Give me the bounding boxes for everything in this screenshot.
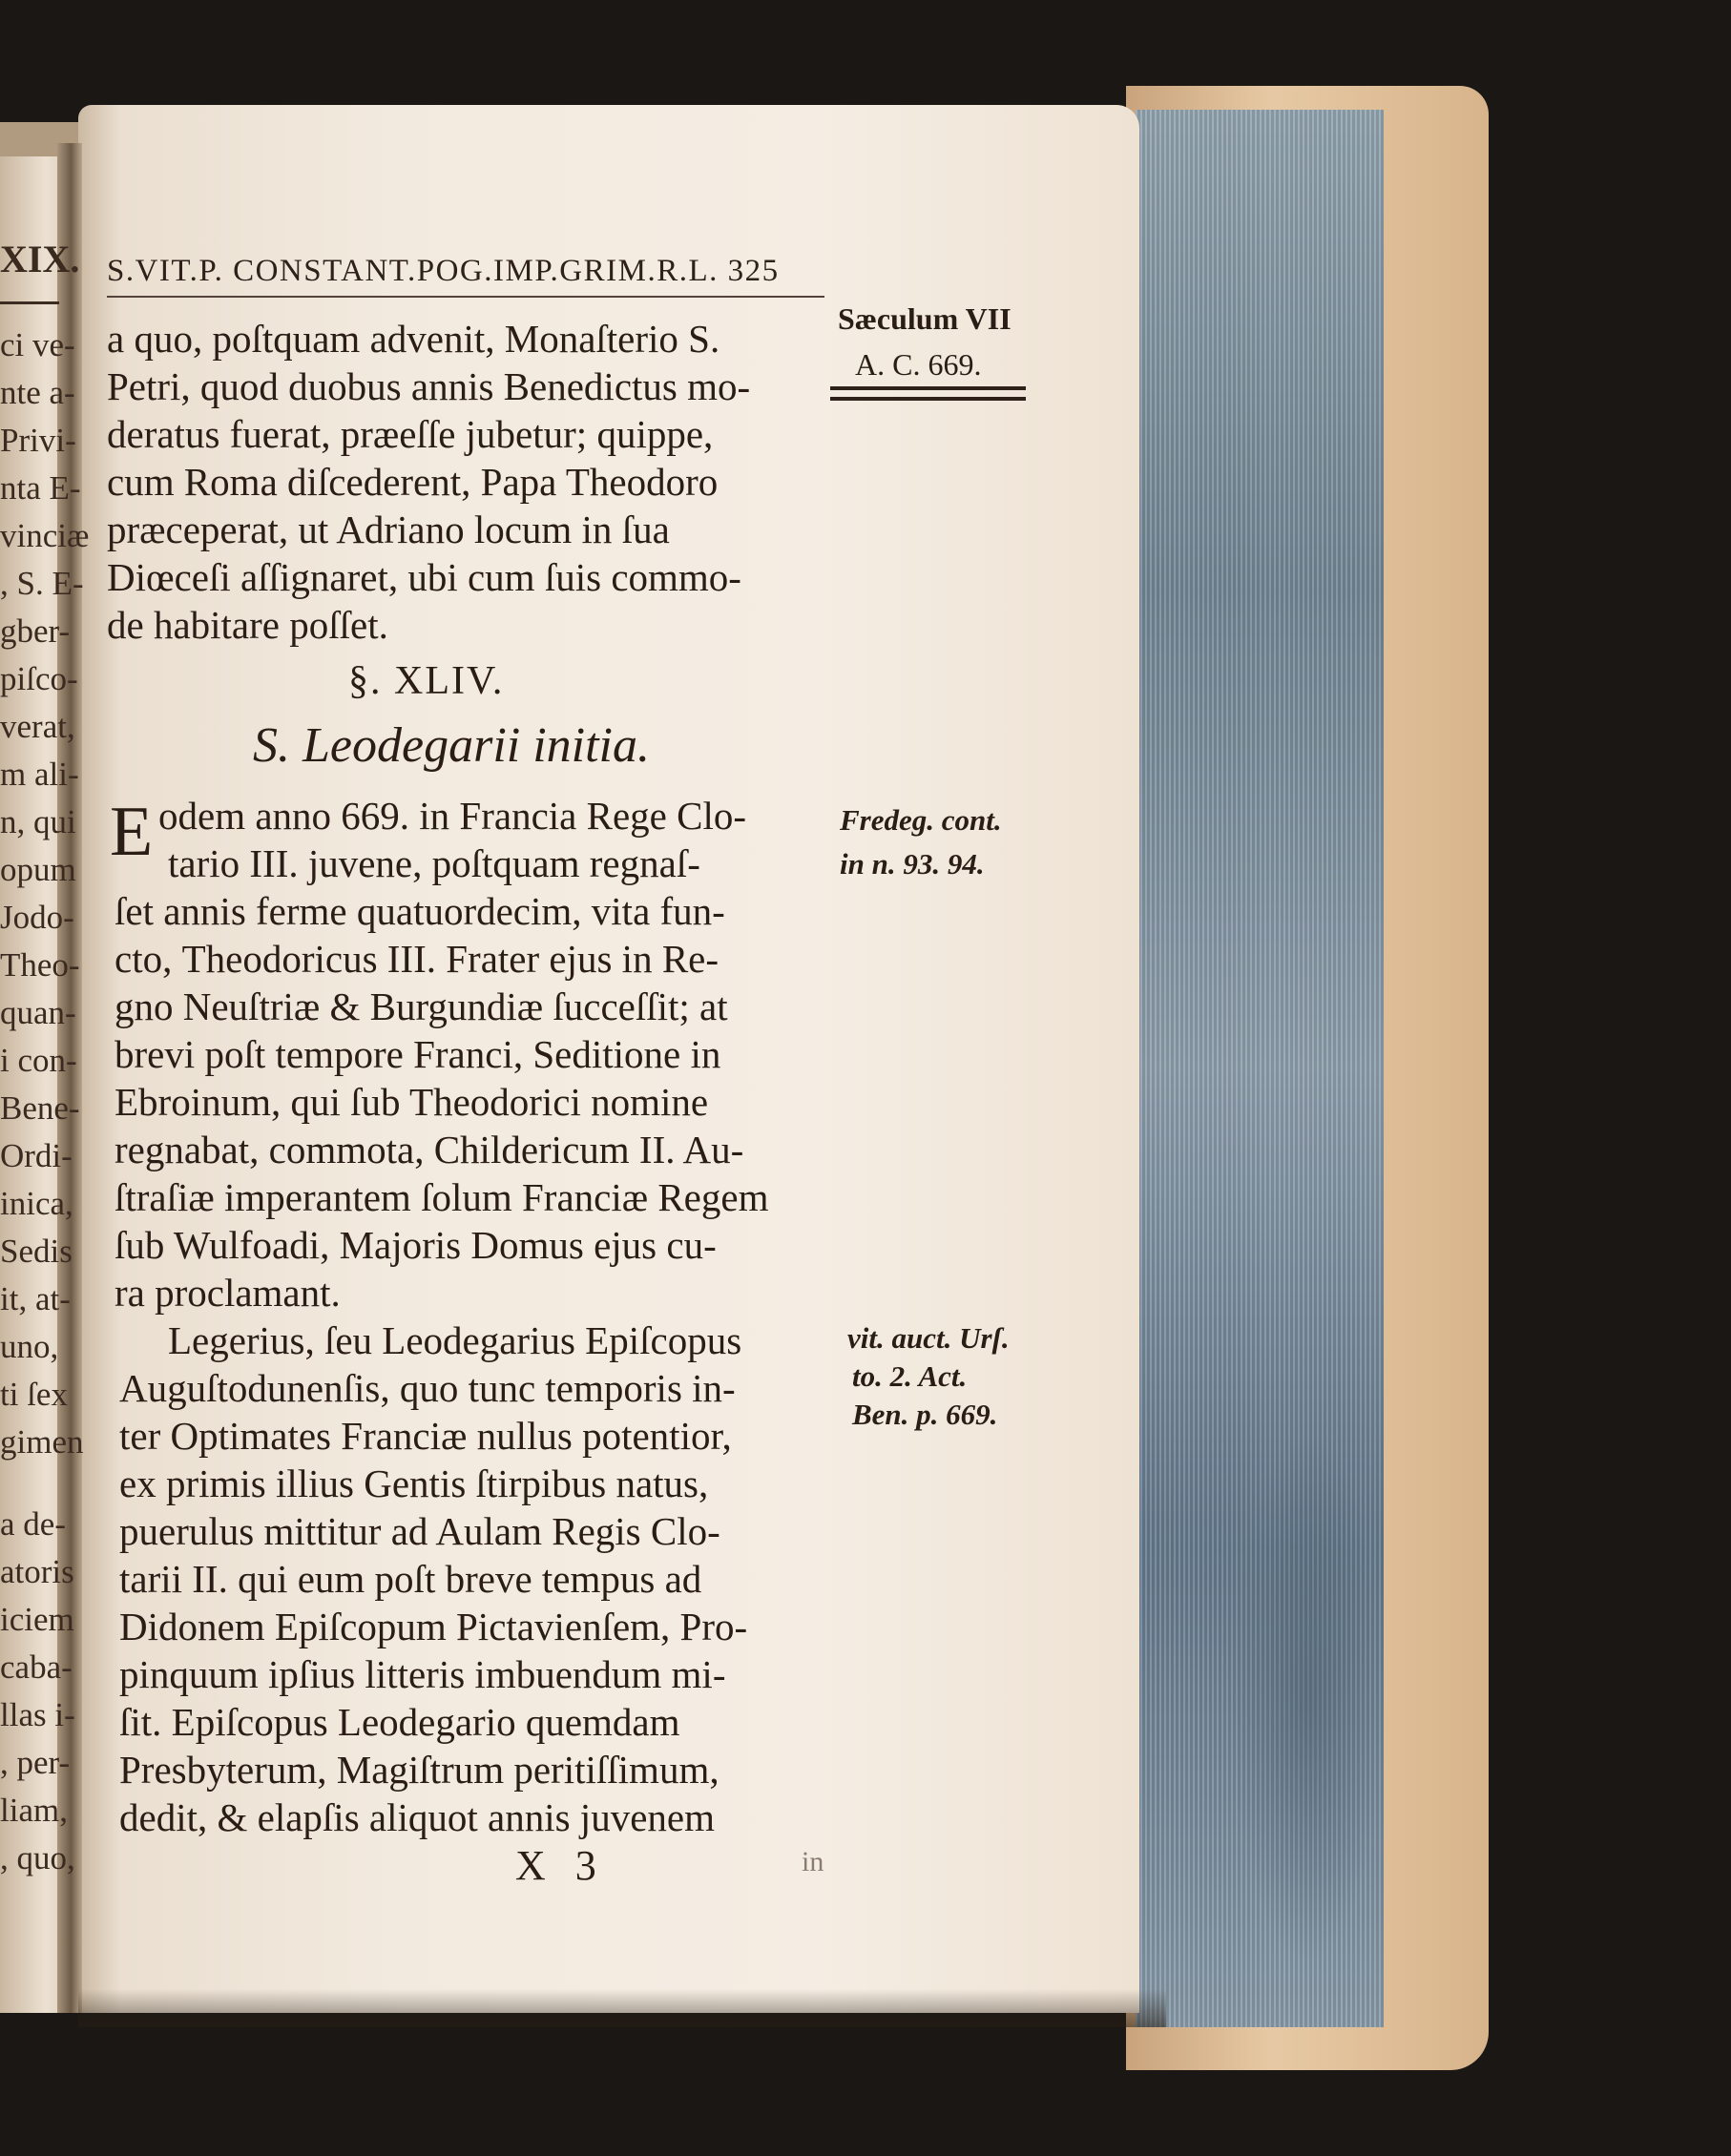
margin-note-vita-page: Ben. p. 669. xyxy=(852,1398,998,1431)
left-fragment: caba- xyxy=(0,1648,73,1686)
margin-note-vita: vit. auct. Urſ. xyxy=(847,1321,1010,1355)
signature-mark: X 3 xyxy=(515,1842,606,1889)
fore-edge-stain xyxy=(1231,1431,1384,1965)
margin-rule-2 xyxy=(830,397,1026,401)
text-line: Didonem Epiſcopum Pictavienſem, Pro- xyxy=(119,1605,748,1648)
left-fragment: liam, xyxy=(0,1792,68,1829)
text-line: præceperat, ut Adriano locum in ſua xyxy=(107,508,670,551)
text-line: brevi poſt tempore Franci, Seditione in xyxy=(115,1032,721,1076)
left-fragment: Bene- xyxy=(0,1089,80,1127)
left-fragment: n, qui xyxy=(0,803,76,840)
left-fragment: m ali- xyxy=(0,756,79,793)
left-fragment: ci ve- xyxy=(0,326,75,363)
text-line: ra proclamant. xyxy=(115,1271,341,1315)
left-fragment: it, at- xyxy=(0,1280,71,1317)
margin-rule-1 xyxy=(830,386,1026,390)
text-line: ter Optimates Franciæ nullus potentior, xyxy=(119,1414,732,1458)
left-fragment: XIX. xyxy=(0,238,80,280)
left-fragment: uno, xyxy=(0,1328,59,1365)
text-line: de habitare poſſet. xyxy=(107,603,388,647)
running-header: S.VIT.P. CONSTANT.POG.IMP.GRIM.R.L. 325 xyxy=(107,254,780,288)
left-fragment: Privi- xyxy=(0,422,76,459)
left-fragment: Ordi- xyxy=(0,1137,73,1174)
text-line: puerulus mittitur ad Aulam Regis Clo- xyxy=(119,1509,720,1553)
margin-note-fredeg: Fredeg. cont. xyxy=(840,803,1002,837)
left-fragment: verat, xyxy=(0,708,75,745)
left-fragment: Theo- xyxy=(0,946,80,984)
left-fragment: gimen xyxy=(0,1423,84,1461)
left-fragment: vinciæ xyxy=(0,517,90,554)
left-fragment: i con- xyxy=(0,1042,77,1079)
header-rule xyxy=(107,296,824,298)
left-fragment: a de- xyxy=(0,1505,66,1543)
text-line: ſet annis ferme quatuordecim, vita fun- xyxy=(115,889,725,933)
text-line: regnabat, commota, Childericum II. Au- xyxy=(115,1128,744,1171)
text-line: ſit. Epiſcopus Leodegario quemdam xyxy=(119,1700,680,1744)
left-fragment: Sedis xyxy=(0,1233,73,1270)
text-line: ctо, Theodoricus III. Frater ejus in Re- xyxy=(115,937,720,981)
text-line: Presbyterum, Magiſtrum peritiſſimum, xyxy=(119,1748,720,1792)
left-fragment: llas i- xyxy=(0,1696,75,1733)
section-title: S. Leodegarii initia. xyxy=(253,718,650,773)
left-fragment: nte a- xyxy=(0,374,75,411)
text-line: Petri, quod duobus annis Benedictus mo- xyxy=(107,364,751,408)
margin-note-fredeg-ref: in n. 93. 94. xyxy=(840,847,985,881)
left-fragment: , per- xyxy=(0,1744,71,1781)
margin-anno: A. C. 669. xyxy=(855,347,982,382)
text-line: Ebroinum, qui ſub Theodorici nomine xyxy=(115,1080,709,1124)
text-line: dedit, & elapſis aliquot annis juvenem xyxy=(119,1795,715,1839)
text-line: Legerius, ſeu Leodegarius Epiſcopus xyxy=(168,1318,742,1362)
left-fragment: , S. E- xyxy=(0,565,84,602)
text-line: Auguſtodunenſis, quo tunc temporis in- xyxy=(119,1366,736,1410)
margin-note-vita-ref: to. 2. Act. xyxy=(852,1359,968,1393)
left-fragment: nta E- xyxy=(0,469,81,507)
left-fragment: gber- xyxy=(0,612,71,650)
page-bottom-shadow xyxy=(78,1989,1166,2027)
catchword: in xyxy=(802,1846,824,1877)
left-fragment: , quo, xyxy=(0,1839,75,1876)
text-line: tarii II. qui eum poſt breve tempus ad xyxy=(119,1557,702,1601)
text-line: pinquum ipſius litteris imbuendum mi- xyxy=(119,1652,726,1696)
left-fragment: ti ſex xyxy=(0,1376,68,1413)
text-line: Diœceſi aſſignaret, ubi cum ſuis commo- xyxy=(107,555,741,599)
text-line: gno Neuſtriæ & Burgundiæ ſucceſſit; at xyxy=(115,985,728,1028)
left-fragment: Jodo- xyxy=(0,899,74,936)
left-header-rule xyxy=(0,301,59,304)
left-fragment: quan- xyxy=(0,994,76,1031)
text-line: cum Roma diſcederent, Papa Theodoro xyxy=(107,460,719,504)
text-line: a quo, poſtquam advenit, Monaſterio S. xyxy=(107,317,720,361)
text-line: odem anno 669. in Francia Rege Clo- xyxy=(158,794,747,838)
text-line: ex primis illius Gentis ſtirpibus natus, xyxy=(119,1462,709,1505)
text-line: tario III. juvene, poſtquam regnaſ- xyxy=(168,841,700,885)
left-fragment: inica, xyxy=(0,1185,73,1222)
text-line: deratus fuerat, præeſſe jubetur; quippe, xyxy=(107,412,714,456)
left-fragment: atoris xyxy=(0,1553,74,1590)
text-line: ſtraſiæ imperantem ſolum Franciæ Regem xyxy=(115,1175,769,1219)
left-fragment: piſco- xyxy=(0,660,78,697)
section-number: §. XLIV. xyxy=(348,659,505,703)
text-line: ſub Wulfoadi, Majoris Domus ejus cu- xyxy=(115,1223,717,1267)
margin-saeculum: Sæculum VII xyxy=(838,301,1011,336)
left-fragment: opum xyxy=(0,851,76,888)
left-fragment: iciem xyxy=(0,1601,74,1638)
drop-capital: E xyxy=(110,793,154,871)
